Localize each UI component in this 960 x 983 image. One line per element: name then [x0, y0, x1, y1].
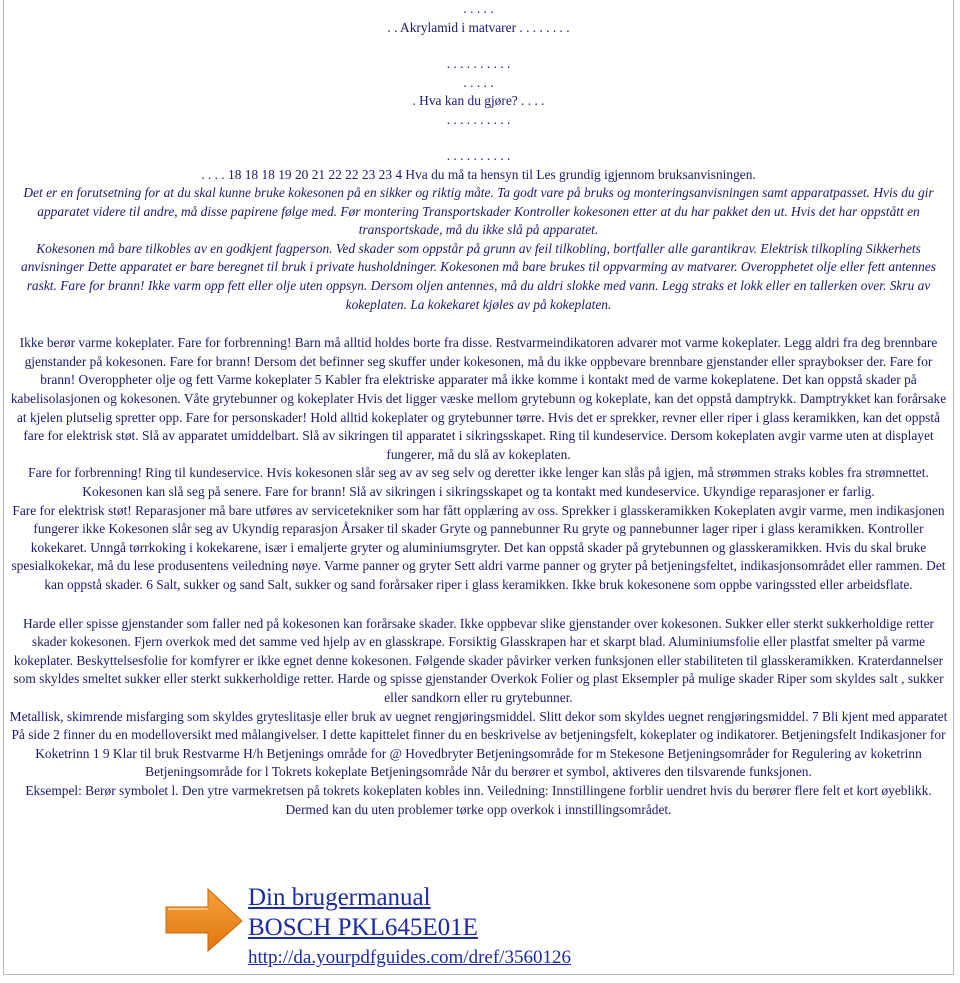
spacer	[8, 37, 949, 55]
orange-arrow-icon	[162, 883, 244, 953]
product-model-link[interactable]: BOSCH PKL645E01E	[248, 914, 478, 941]
footer-links	[248, 883, 571, 970]
toc-dots: . . . . . . . . . .	[446, 148, 511, 163]
spacer	[8, 595, 949, 615]
paragraph-burn-risk: Fare for forbrenning! Ring til kundeservice. Hvis kokesonen slår seg av av seg selv og deretter ikke lenger kan slås på igjen, må strømmen straks kobles fra strømnettet. Kokesonen kan slå seg på senere. Fare for brann! Slå av sikringen i sikringsskapet og ta kontakt med kundeservice. Ukyndige reparasjoner er farlig.	[28, 465, 929, 499]
source-url-link[interactable]: http://da.yourpdfguides.com/dref/3560126	[248, 947, 571, 968]
paragraph-example: Eksempel: Berør symbolet l. Den ytre varmekretsen på tokrets kokeplaten kobles inn. Veiledning: Innstillingene forblir uendret hvis du berører flere felt et kort øyeblikk. Dermed kan du uten problemer tørke opp overkok i innstillingsområdet.	[25, 782, 932, 817]
toc-entry-hva-kan-du-gjore: . Hva kan du gjøre? . . . .	[412, 93, 545, 108]
paragraph-hot-plates: Ikke berør varme kokeplater. Fare for forbrenning! Barn må alltid holdes borte fra disse. Restvarmeindikatoren advarer mot varme kokeplater. Legg aldri fra deg brennbare gjenstander på kokesonen. Fare for brann! Dersom det befinner seg skuffer under kokesonen, må du ikke oppbevare brennbare gjenstander eller spraybokser der. Fare for brann! Overoppheter olje og fett Varme kokeplater 5 Kabler fra elektriske apparater må ikke komme i kontakt med de varme kokeplatene. Det kan oppstå skader på kabelisolasjonen og kokesonen. Våte grytebunner og kokeplater Hvis det ligger væske mellom grytebunn og kokeplate, kan det oppstå damptrykk. Damptrykket kan forårsake at kjelen plutselig spretter opp. Fare for personskader! Hold alltid kokeplater og grytebunner tørre. Hvis det er sprekker, revner eller riper i glass keramikken, kan det oppstå fare for elektrisk støt. Slå av apparatet umiddelbart. Slå av sikringen til apparatet i sikringsskapet. Ring til kundeservice. Dersom kokeplaten avgir varme uten at displayet fungerer, må du slå av kokeplaten.	[10, 335, 947, 462]
toc-dots: . . . . .	[463, 1, 494, 16]
paragraph-intro: Det er en forutsetning for at du skal kunne bruke kokesonen på en sikker og riktig måte. Ta godt vare på bruks og monteringsanvisningen samt apparatpasset. Hvis du gir apparatet videre til andre, må disse papirene følge med. Før montering Transportskader Kontroller kokesonen etter at du har pakket den ut. Hvis det har oppstått en transportskade, må du ikke slå på apparatet.	[23, 185, 934, 238]
spacer	[8, 129, 949, 147]
document-page	[3, 0, 954, 975]
paragraph-hard-objects: Harde eller spisse gjenstander som faller ned på kokesonen kan forårsake skader. Ikke oppbevar slike gjenstander over kokesonen. Sukker eller sterkt sukkerholdige retter skader kokesonen. Fjern overkok med det samme ved hjelp av en glasskrape. Forsiktig Glasskrapen har et skarpt blad. Aluminiumsfolie eller plastfat smelter på varme kokeplater. Beskyttelsesfolie for komfyrer er ikke egnet denne kokesonen. Følgende skader påvirker verken funksjonen eller stabiliteten til glasskeramikken. Kraterdannelser som skyldes smeltet sukker eller sterkt sukkerholdige retter. Harde og spisse gjenstander Overkok Folier og plast Eksempler på mulige skader Riper som skyldes salt , sukker eller sandkorn eller ru grytebunner.	[13, 615, 944, 705]
document-content	[4, 0, 953, 819]
toc-page-numbers: . . . . 18 18 18 19 20 21 22 22 23 23 4 Hva du må ta hensyn til Les grundig igjennom bruksanvisningen.	[201, 166, 756, 182]
toc-dots: . . . . .	[463, 74, 494, 90]
spacer	[8, 314, 949, 334]
toc-dots: . . . . . . . . . .	[446, 56, 511, 71]
paragraph-damage-causes: Fare for elektrisk støt! Reparasjoner må bare utføres av servicetekniker som har fått opplæring av oss. Sprekker i glasskeramikken Kokeplaten avgir varme, men indikasjonen fungerer ikke Kokesonen slår seg av Ukyndig reparasjon Årsaker til skader Gryte og pannebunner Ru gryte og pannebunner lager riper i glass keramikken. Kontroller kokekaret. Unngå tørrkoking i kokekarene, især i emaljerte gryter og aluminiumsgryter. Det kan oppstå skader på grytebunnen og glasskeramikken. Hvis du skal bruke spesialkokekar, må du lese produsentens veiledning nøye. Varme panner og gryter Sett aldri varme panner og gryter på betjeningsfeltet, indikasjonsområdet eller rammen. Det kan oppstå skader. 6 Salt, sukker og sand Salt, sukker og sand forårsaker riper i glass keramikken. Ikke bruk kokesonene som oppbe varingssted eller arbeidsflate.	[11, 502, 946, 592]
toc-entry-akrylamid: . . Akrylamid i matvarer . . . . . . . .	[387, 19, 570, 35]
toc-dots: . . . . . . . . . .	[446, 111, 511, 127]
paragraph-safety: Kokesonen må bare tilkobles av en godkjent fagperson. Ved skader som oppstår på grunn av feil tilkobling, bortfaller alle garantikrav. Elektrisk tilkopling Sikkerhets anvisninger Dette apparatet er bare beregnet til bruk i private husholdninger. Kokesonen må bare brukes til oppvarming av matvarer. Overopphetet olje eller fett antennes raskt. Fare for brann! Ikke varm opp fett eller olje uten oppsyn. Dersom oljen antennes, må du aldri slokke med vann. Legg straks et lokk eller en tallerken over. Skru av kokeplaten. La kokekaret kjøles av på kokeplaten.	[21, 240, 936, 312]
manual-link[interactable]: Din brugermanual	[248, 884, 431, 911]
footer-link-box	[162, 883, 762, 973]
paragraph-appliance-intro: Metallisk, skimrende misfarging som skyldes gryteslitasje eller bruk av uegnet rengjøringsmiddel. Slitt dekor som skyldes uegnet rengjøringsmiddel. 7 Bli kjent med apparatet På side 2 finner du en modelloversikt med målangivelser. I dette kapittelet finner du en beskrivelse av betjeningsfelt, kokeplater og indikatorer. Betjeningsfelt Indikasjoner for Koketrinn 1 9 Klar til bruk Restvarme H/h Betjenings område for @ Hovedbryter Betjeningsområde for m Stekesone Betjeningsområder for Regulering av koketrinn Betjeningsområde for l Tokrets kokeplate Betjeningsområde Når du berører et symbol, aktiveres den tilsvarende funksjonen.	[9, 708, 948, 780]
